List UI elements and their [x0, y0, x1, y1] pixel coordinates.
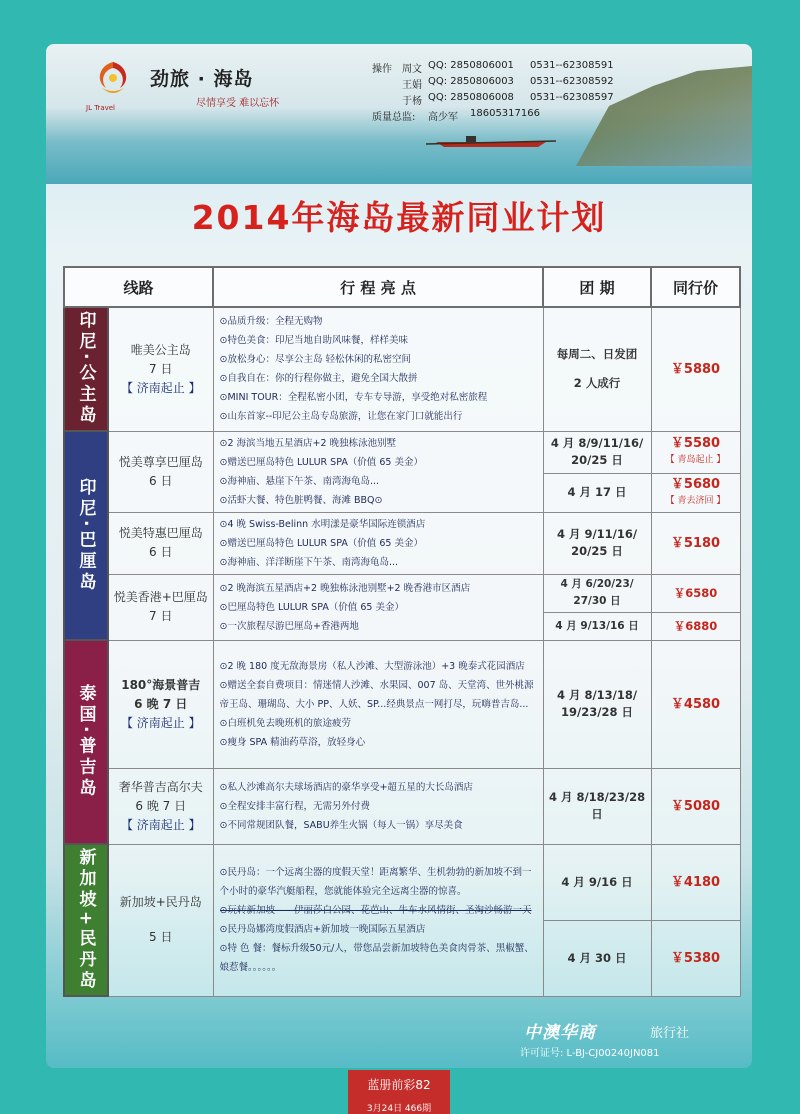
price-cell: ￥5880: [651, 307, 740, 431]
highlights-cell: [213, 768, 543, 844]
contact-qq: QQ: 2850806008: [428, 92, 514, 103]
contact-label: 操作: [372, 64, 392, 75]
header-highlights: 行 程 亮 点: [213, 267, 543, 307]
table-row: [64, 574, 740, 612]
route-duration: 6 晚 7 日: [134, 696, 188, 711]
route-cell: [108, 307, 213, 431]
route-duration: 7 日: [149, 609, 173, 623]
price-text: ￥5580: [670, 436, 721, 452]
route-duration: 6 晚 7 日: [135, 798, 187, 813]
region-label: 印尼·巴厘岛: [64, 431, 108, 640]
highlight-item: ⊙特色美食：印尼当地自助风味餐，样样美味: [219, 335, 408, 347]
price-cell: ￥6880: [651, 612, 740, 640]
highlights-cell: [213, 574, 543, 640]
route-name: 唯美公主岛: [130, 342, 191, 357]
contact-phone: 0531--62308592: [530, 76, 614, 87]
issue-date: 3月24日 466期: [366, 1104, 432, 1114]
quality-phone: 18605317166: [470, 108, 540, 119]
highlight-item: ⊙放松身心：尽享公主岛 轻松休闲的私密空间: [219, 354, 411, 366]
contact-phone: 0531--62308597: [530, 92, 614, 103]
contact-qq: QQ: 2850806001: [428, 60, 514, 71]
agency-name: 中澳华商: [524, 1023, 596, 1043]
price-cell: ￥4580: [651, 640, 740, 768]
route-name: 奢华普吉高尔夫: [118, 779, 203, 794]
table-row: [64, 768, 740, 844]
table-row: [64, 512, 740, 574]
route-cell: [108, 844, 213, 996]
highlight-item: ⊙民丹岛娜湾度假酒店+新加坡一晚国际五星酒店: [219, 924, 426, 935]
highlight-item: ⊙海神庙、洋洋断崖下午茶、南湾海龟岛...: [219, 556, 399, 568]
contact-name: 王娟: [402, 80, 422, 91]
issue-title: 蓝册前彩82: [367, 1078, 431, 1092]
brand-name: 劲旅 · 海岛: [150, 68, 254, 90]
date-text: 每周二、日发团: [556, 347, 638, 362]
date-cell: 4 月 8/13/18/ 19/23/28 日: [543, 640, 651, 768]
contact-name: 于杨: [402, 96, 422, 107]
highlight-item: ⊙特 色 餐：餐标升级50元/人，带您品尝新加坡特色美食肉骨茶、黑椒蟹、娘惹餐。。。。。。: [219, 943, 534, 973]
issue-tab: [348, 1070, 450, 1114]
date-cell: 4 月 9/13/16 日: [543, 612, 651, 640]
highlight-item: ⊙山东首家--印尼公主岛专岛旅游，让您在家门口就能出行: [219, 411, 463, 423]
highlight-item: ⊙海神庙、悬崖下午茶、南湾海龟岛...: [219, 475, 380, 487]
table-row: [64, 307, 740, 431]
route-cell: [108, 574, 213, 640]
agency-suffix: 旅行社: [650, 1026, 690, 1041]
highlight-item: ⊙MINI TOUR：全程私密小团，专车专导游，享受绝对私密旅程: [219, 392, 488, 404]
boat-image: [426, 132, 556, 150]
date-cell: 4 月 6/20/23/ 27/30 日: [543, 574, 651, 612]
table-row: [64, 844, 740, 920]
route-name: 悦美香港+巴厘岛: [113, 590, 208, 604]
quality-name: 高少军: [428, 112, 458, 123]
route-duration: 6 日: [149, 473, 173, 488]
header-price: 同行价: [651, 267, 740, 307]
quality-label: 质量总监:: [372, 112, 416, 123]
route-name: 180°海景普吉: [121, 677, 201, 692]
route-duration: 5 日: [149, 930, 173, 944]
header-dates: 团 期: [543, 267, 651, 307]
region-label: 泰国·普吉岛: [64, 640, 108, 844]
highlights-cell: [213, 640, 543, 768]
highlight-item: ⊙自我自在：你的行程你做主，避免全国大散拼: [219, 373, 418, 385]
highlight-item: ⊙活虾大餐、特色脏鸭餐、海滩 BBQ⊙: [219, 494, 383, 506]
highlight-item: ⊙巴厘岛特色 LULUR SPA（价值 65 美金）: [219, 601, 404, 613]
price-note: 【 青岛起止 】: [665, 455, 726, 466]
highlight-item: ⊙赠送巴厘岛特色 LULUR SPA（价值 65 美金）: [219, 537, 423, 549]
date-cell: 4 月 17 日: [543, 474, 651, 512]
route-cell: [108, 512, 213, 574]
price-cell: ￥4180: [651, 844, 740, 920]
header-route: 线路: [64, 267, 213, 307]
brand-logo: [90, 58, 136, 106]
price-note: 【 青去济回 】: [665, 495, 726, 506]
highlights-cell: [213, 844, 543, 996]
highlight-item: ⊙不同常规团队餐，SABU养生火锅（每人一锅）享尽美食: [219, 819, 463, 831]
highlight-item: ⊙品质升级：全程无购物: [219, 316, 323, 328]
price-text: ￥5680: [670, 476, 721, 492]
highlight-item: ⊙赠送巴厘岛特色 LULUR SPA（价值 65 美金）: [219, 456, 423, 468]
highlight-item: ⊙2 晚海滨五星酒店+2 晚独栋泳池别墅+2 晚香港市区酒店: [219, 582, 471, 594]
contact-qq: QQ: 2850806003: [428, 76, 514, 87]
highlights-cell: [213, 431, 543, 512]
route-name: 悦美尊享巴厘岛: [118, 454, 203, 469]
date-cell: 4 月 8/18/23/28 日: [543, 768, 651, 844]
highlights-cell: [213, 512, 543, 574]
price-cell: [651, 431, 740, 474]
highlight-item: ⊙赠送全套自费项目：情迷情人沙滩、水果园、007 岛、天堂湾、世外桃源帝王岛、珊瑚岛、大小 PP、人妖、SP...经典景点一网打尽，玩嗨普吉岛...: [219, 679, 534, 710]
poster: [46, 44, 752, 1068]
page-title: 2014年海岛最新同业计划: [191, 198, 607, 237]
region-label: 新加坡+民丹岛: [64, 844, 108, 996]
highlight-item: ⊙4 晚 Swiss-Belinn 水明漾是豪华国际连锁酒店: [219, 518, 426, 530]
price-cell: ￥6580: [651, 574, 740, 612]
price-cell: ￥5380: [651, 920, 740, 996]
brand-slogan: 尽情享受 难以忘怀: [196, 98, 280, 109]
date-cell: 4 月 9/16 日: [543, 844, 651, 920]
route-duration: 7 日: [149, 361, 173, 376]
date-cell: 4 月 30 日: [543, 920, 651, 996]
highlight-item: ⊙民丹岛：一个远离尘器的度假天堂！距离繁华、生机勃勃的新加坡不到一个小时的豪华汽艇船程，您就能体验完全远离尘器的惊喜。: [219, 867, 532, 897]
license-number: 许可证号: L-BJ-CJ00240JN081: [520, 1048, 660, 1059]
date-cell: 4 月 9/11/16/ 20/25 日: [543, 512, 651, 574]
route-name: 悦美特惠巴厘岛: [118, 526, 203, 540]
highlight-item: ⊙私人沙滩高尔夫球场酒店的豪华享受+超五星的大长岛酒店: [219, 781, 473, 793]
highlight-item: ⊙玩转新加坡——伊丽莎白公园、花芭山、牛车水风情街、圣淘沙畅游一天: [219, 905, 532, 916]
route-cell: [108, 640, 213, 768]
route-departure: 【 济南起止 】: [120, 380, 201, 395]
highlights-cell: [213, 307, 543, 431]
date-cell: [543, 307, 651, 431]
highlight-item: ⊙2 晚 180 度无敌海景房（私人沙滩、大型游泳池）+3 晚泰式花园酒店: [219, 660, 525, 672]
highlight-item: ⊙白班机免去晚班机的旅途疲劳: [219, 717, 351, 729]
logo-caption: JL Travel: [86, 104, 115, 112]
route-duration: 6 日: [149, 545, 173, 559]
table-row: [64, 640, 740, 768]
contact-name: 周文: [402, 64, 422, 75]
route-cell: [108, 431, 213, 512]
price-cell: ￥5080: [651, 768, 740, 844]
table-row: [64, 431, 740, 474]
table-header-row: [64, 267, 740, 307]
route-departure: 【 济南起止 】: [120, 715, 201, 730]
highlight-item: ⊙2 海滨当地五星酒店+2 晚独栋泳池别墅: [219, 437, 397, 449]
highlight-item: ⊙瘦身 SPA 精油药草浴，放轻身心: [219, 736, 366, 748]
contact-phone: 0531--62308591: [530, 60, 614, 71]
route-departure: 【 济南起止 】: [120, 817, 201, 832]
highlight-item: ⊙一次旅程尽游巴厘岛+香港两地: [219, 620, 359, 632]
price-cell: [651, 474, 740, 512]
route-name: 新加坡+民丹岛: [119, 895, 202, 909]
date-text: 2 人成行: [573, 376, 621, 391]
itinerary-table: [63, 266, 741, 997]
price-cell: ￥5180: [651, 512, 740, 574]
highlight-item: ⊙全程安排丰富行程，无需另外付费: [219, 800, 370, 812]
date-cell: 4 月 8/9/11/16/ 20/25 日: [543, 431, 651, 474]
route-cell: [108, 768, 213, 844]
region-label: 印尼·公主岛: [64, 307, 108, 431]
